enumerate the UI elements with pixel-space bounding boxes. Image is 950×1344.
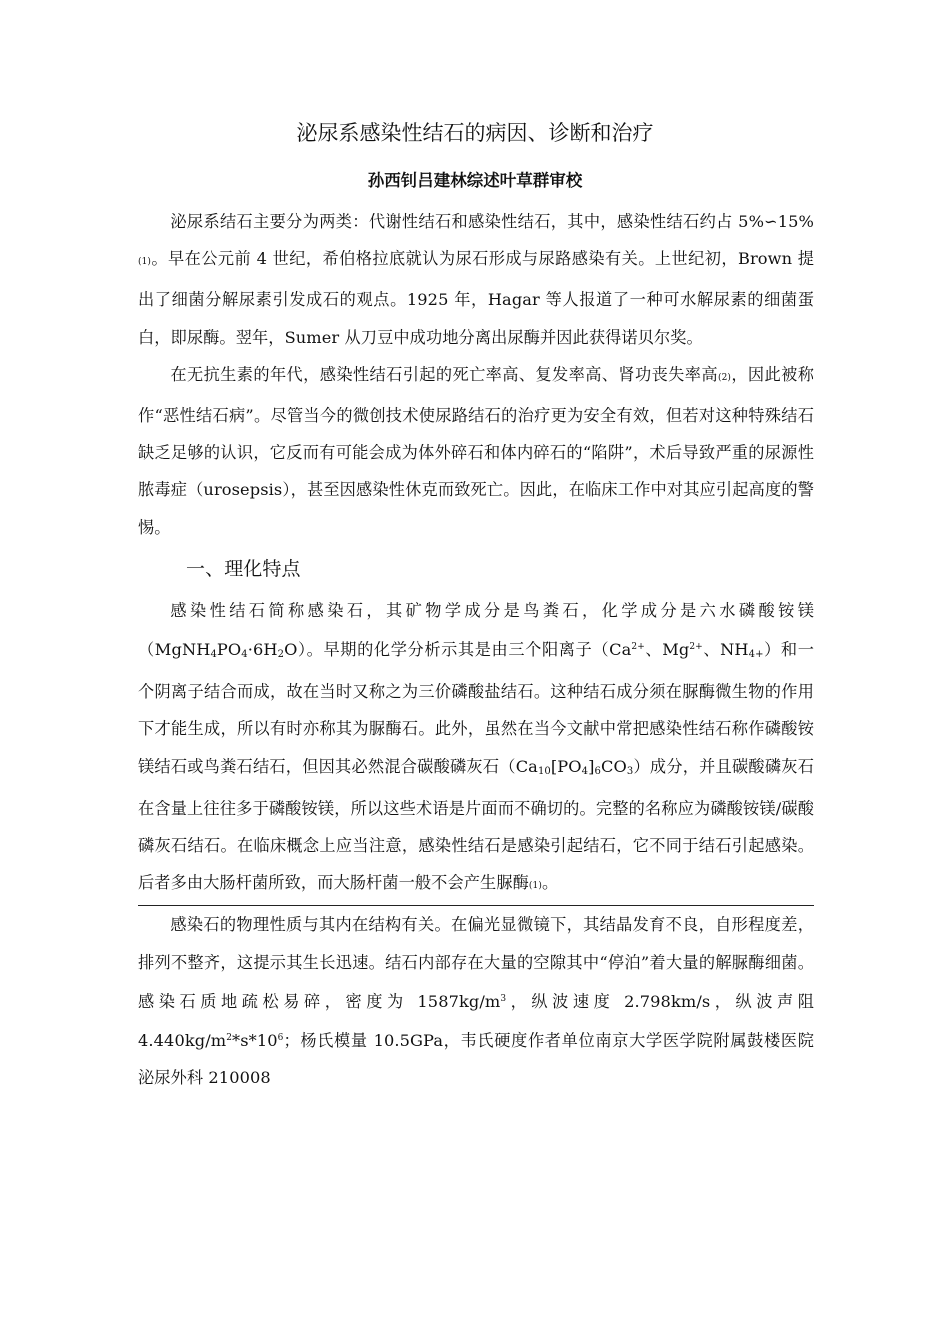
paragraph-chemistry: 感染性结石简称感染石，其矿物学成分是鸟粪石，化学成分是六水磷酸铵镁$(MgNH_4PO_4\cdot 6H_2O)$。早期的化学分析示其是由三个阳离子（$Ca^{2+}$、$Mg^{2+}$、$NH_{4+}$）和一个阴离子结合而成，故在当时又称之为三价磷酸盐结石。这种结石成分须在脲酶微生物的作用下才能生成，所以有时亦称其为脲酶石。此外，虽然在当今文献中常把感染性结石称作磷酸铵镁结石或鸟粪石结石，但因其必然混合碳酸磷灰石$(Ca_{10}[PO_4]_6CO_3)$成分，并且碳酸磷灰石在含量上往往多于磷酸铵镁，所以这些术语是片面而不确切的。完整的名称应为磷酸铵镁/碳酸磷灰石结石。在临床概念上应当注意，感染性结石是感染引起结石，它不同于结石引起感染。后者多由大肠杆菌所致，而大肠杆菌一般不会产生脲酶(1)。 [138,600,815,893]
document-authors: 孙西钊吕建林综述叶草群审校 [367,171,583,190]
citation-ref: (1) [528,881,542,892]
document-body [138,203,814,1096]
section-heading: 一、理化特点 [186,557,301,580]
citation-ref: (2) [717,372,732,383]
paragraph-intro: 泌尿系结石主要分为两类：代谢性结石和感染性结石，其中，感染性结石约占 5%∽15%(1)。早在公元前 4 世纪，希伯格拉底就认为尿石形成与尿路感染有关。上世纪初，Brown 提出了细菌分解尿素引发成石的观点。1925 年，Hagar 等人报道了一种可水解尿素的细菌蛋白，即尿酶。翌年，Sumer 从刀豆中成功地分离出尿酶并因此获得诺贝尔奖。 [138,212,814,347]
citation-ref: (1) [138,257,152,268]
paragraph-physics: 感染石的物理性质与其内在结构有关。在偏光显微镜下，其结晶发育不良，自形程度差，排列不整齐，这提示其生长迅速。结石内部存在大量的空隙其中“停泊”着大量的解脲酶细菌。感染石质地疏松易碎，密度为 $1587kg/m^3$，纵波速度 2.798km/s，纵波声阻 $4.440kg/m^2*s*10^6$；杨氏模量 10.5GPa，韦氏硬度作者单位南京大学医学院附属鼓楼医院泌尿外科 210008 [138,915,815,1088]
paragraph-history: 在无抗生素的年代，感染性结石引起的死亡率高、复发率高、肾功丧失率高(2)，因此被称作“恶性结石病”。尽管当今的微创技术使尿路结石的治疗更为安全有效，但若对这种特殊结石缺乏足够的认识，它反而有可能会成为体外碎石和体内碎石的“陷阱”，术后导致严重的尿源性脓毒症（urosepsis），甚至因感染性休克而致死亡。因此，在临床工作中对其应引起高度的警惕。 [138,364,814,537]
document-title: 泌尿系感染性结石的病因、诊断和治疗 [296,121,654,145]
